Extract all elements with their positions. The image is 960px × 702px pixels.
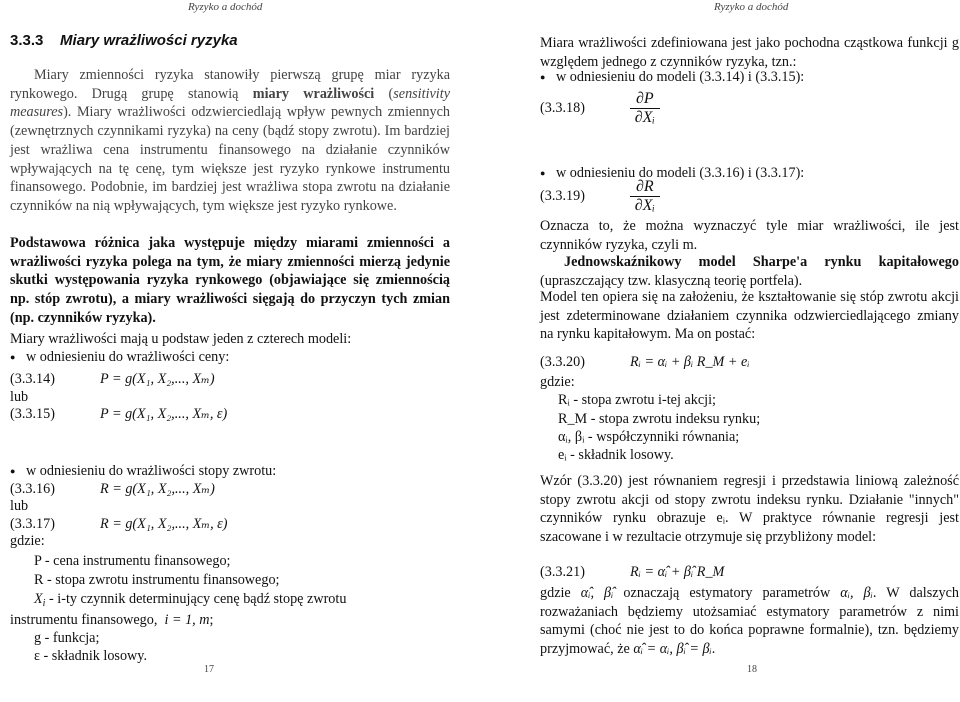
denominator: ∂Xᵢ: [634, 197, 655, 214]
paragraph-estimators: [540, 584, 959, 659]
paragraph-key-difference: Podstawowa różnica jaka występuje między miarami zmienności a wrażliwości ryzyka polega na tym, że miary zmienności mierzą jedynie skutki występowania ryzyka rynkowego (objawiające się zmiennością np. stóp zwrotu), a miary wrażliwości sięgają do przyczyn tych zmian (np. czynników ryzyka).: [10, 235, 450, 326]
subscript: i: [42, 598, 46, 609]
equation-body: R = g(X₁, X₂,..., Xₘ): [100, 481, 215, 497]
paragraph-sharpe-model: [540, 253, 959, 290]
parameter-symbols: αᵢ, βᵢ: [840, 585, 873, 601]
equation-body: P = g(X₁, X₂,..., Xₘ, ε): [100, 406, 228, 422]
equation-body: R = g(X₁, X₂,..., Xₘ, ε): [100, 516, 228, 532]
equation-3-3-19: [540, 178, 959, 215]
index-range: i = 1, m: [164, 612, 210, 628]
equation-label: (3.3.16): [10, 481, 55, 497]
definition-ri: Rᵢ - stopa zwrotu i-tej akcji;: [558, 392, 716, 408]
running-header: Ryzyko a dochód: [714, 1, 789, 13]
text: ). Miary wrażliwości odzwierciedlają wpływ pewnych zmiennych (zewnętrznych czynnikami ryzyka) na ceny (bądź stopy zwrotu). Im bardziej jest wrażliwa cena instrumentu finansowego na działanie czynników wpływających na tę cenę, tym większe jest ryzyko rynkowe instrumentu finansowego. Podobnie, im bardziej jest wrażliwa stopa zwrotu na działanie czynników na nią wpływających, tym większe jest ryzyko rynkowe.: [10, 104, 450, 214]
text: gdzie: [540, 585, 571, 601]
equation-label: (3.3.21): [540, 564, 585, 580]
where-label: gdzie:: [540, 374, 575, 390]
equation-label: (3.3.17): [10, 516, 55, 532]
text: ;: [209, 612, 214, 628]
right-page: [480, 0, 960, 702]
bullet-models-16-17: ● w odniesieniu do modeli (3.3.16) i (3.3.17):: [540, 164, 960, 183]
bullet-models-14-15: ● w odniesieniu do modeli (3.3.14) i (3.3.15):: [540, 68, 960, 87]
partial-derivative-fraction: [630, 90, 660, 127]
bold-text: miary wrażliwości: [252, 85, 375, 102]
paragraph-regression: Wzór (3.3.20) jest równaniem regresji i przedstawia liniową zależność stopy zwrotu akcji od stopy zwrotu indeksu rynku. Działanie "innych" czynników rynku obrazuje eᵢ. W praktyce równanie regresji jest szacowane i w rezultacie otrzymuje się przybliżony model:: [540, 473, 959, 546]
equation-3-3-17: [10, 515, 450, 534]
text: (upraszczający tzw. klasyczną teorię portfela).: [540, 272, 803, 289]
estimator-symbols: α̂ᵢ, β̂ᵢ: [580, 585, 614, 601]
denominator: ∂Xᵢ: [634, 109, 655, 126]
equation-label: (3.3.20): [540, 354, 585, 370]
where-label: gdzie:: [10, 533, 45, 549]
equation-label: (3.3.19): [540, 188, 585, 205]
equation-3-3-15: [10, 405, 450, 424]
paragraph-definition: Miara wrażliwości zdefiniowana jest jako pochodna cząstkowa funkcji g względem jednego z czynników ryzyka, tzn.:: [540, 35, 959, 70]
page-number: 17: [204, 664, 214, 675]
text: oznaczają estymatory parametrów: [623, 585, 831, 601]
equation-3-3-21: [540, 563, 959, 582]
definition-alpha-beta: αᵢ, βᵢ - współczynniki równania;: [558, 429, 740, 445]
equation-3-3-14: [10, 370, 450, 389]
definition-g: g - funkcja;: [34, 630, 100, 646]
bullet-price-sensitivity: ● w odniesieniu do wrażliwości ceny:: [10, 348, 466, 367]
page-number: 18: [747, 664, 757, 675]
bullet-return-sensitivity: ● w odniesieniu do wrażliwości stopy zwrotu:: [10, 462, 466, 481]
paragraph-sensitivity-intro: [10, 66, 450, 216]
paragraph-count-measures: Oznacza to, że można wyznaczyć tyle miar wrażliwości, ile jest czynników ryzyka, czyli m.: [540, 218, 959, 253]
text: (: [374, 85, 394, 102]
equation-body: Rᵢ = α̂ᵢ + β̂ᵢ R_M: [630, 564, 725, 580]
equation-body: Rᵢ = αᵢ + βᵢ R_M + eᵢ: [630, 354, 750, 370]
section-heading: [10, 32, 238, 49]
paragraph-model-assumption: Model ten opiera się na założeniu, że kształtowanie się stóp zwrotu akcji jest zdeterminowane działaniem czynnika odzwierciedlającego zmiany na rynku kapitałowym. Ma on postać:: [540, 289, 959, 343]
definition-epsilon: ε - składnik losowy.: [34, 648, 148, 664]
definition-p: P - cena instrumentu finansowego;: [34, 553, 231, 569]
paragraph-models: Miary wrażliwości mają u podstaw jeden z czterech modeli:: [10, 331, 352, 347]
symbol-x: X: [34, 591, 43, 607]
italic-text: sensitivity measures: [10, 85, 450, 121]
section-number: 3.3.3: [10, 32, 44, 49]
partial-derivative-fraction: [630, 178, 660, 215]
equation-3-3-20: [540, 353, 959, 372]
identity-equation: α̂ᵢ = αᵢ, β̂ᵢ = βᵢ: [633, 641, 712, 658]
text: . W dalszych rozważaniach będziemy utożsamiać estymatory parametrów z nimi samymi (choć nie jest to do końca poprawne formalnie), tzn. będziemy przyjmować, że: [540, 585, 960, 658]
running-header: Ryzyko a dochód: [188, 1, 263, 13]
equation-3-3-18: [540, 90, 959, 127]
equation-label: (3.3.15): [10, 406, 55, 422]
section-title: Miary wrażliwości ryzyka: [60, 32, 238, 49]
text: Miary zmienności ryzyka stanowiły pierwszą grupę miar ryzyka rynkowego. Drugą grupę stanowią: [10, 67, 450, 102]
text: instrumentu finansowego,: [10, 612, 158, 628]
equation-body: P = g(X₁, X₂,..., Xₘ): [100, 371, 215, 387]
or-text: lub: [10, 389, 29, 405]
equation-label: (3.3.14): [10, 371, 55, 387]
text: - i-ty czynnik determinujący cenę bądź stopę zwrotu: [45, 591, 347, 607]
definition-ei: eᵢ - składnik losowy.: [558, 447, 674, 463]
numerator: ∂R: [630, 178, 660, 197]
definition-r: R - stopa zwrotu instrumentu finansowego;: [34, 572, 280, 588]
or-text: lub: [10, 498, 29, 514]
definition-x-cont: [10, 611, 450, 630]
equation-3-3-16: [10, 480, 450, 499]
bold-text: Jednowskaźnikowy model Sharpe'a rynku kapitałowego: [564, 254, 959, 270]
equation-label: (3.3.18): [540, 100, 585, 117]
text: .: [711, 641, 716, 658]
definition-rm: R_M - stopa zwrotu indeksu rynku;: [558, 411, 761, 427]
numerator: ∂P: [630, 90, 660, 109]
